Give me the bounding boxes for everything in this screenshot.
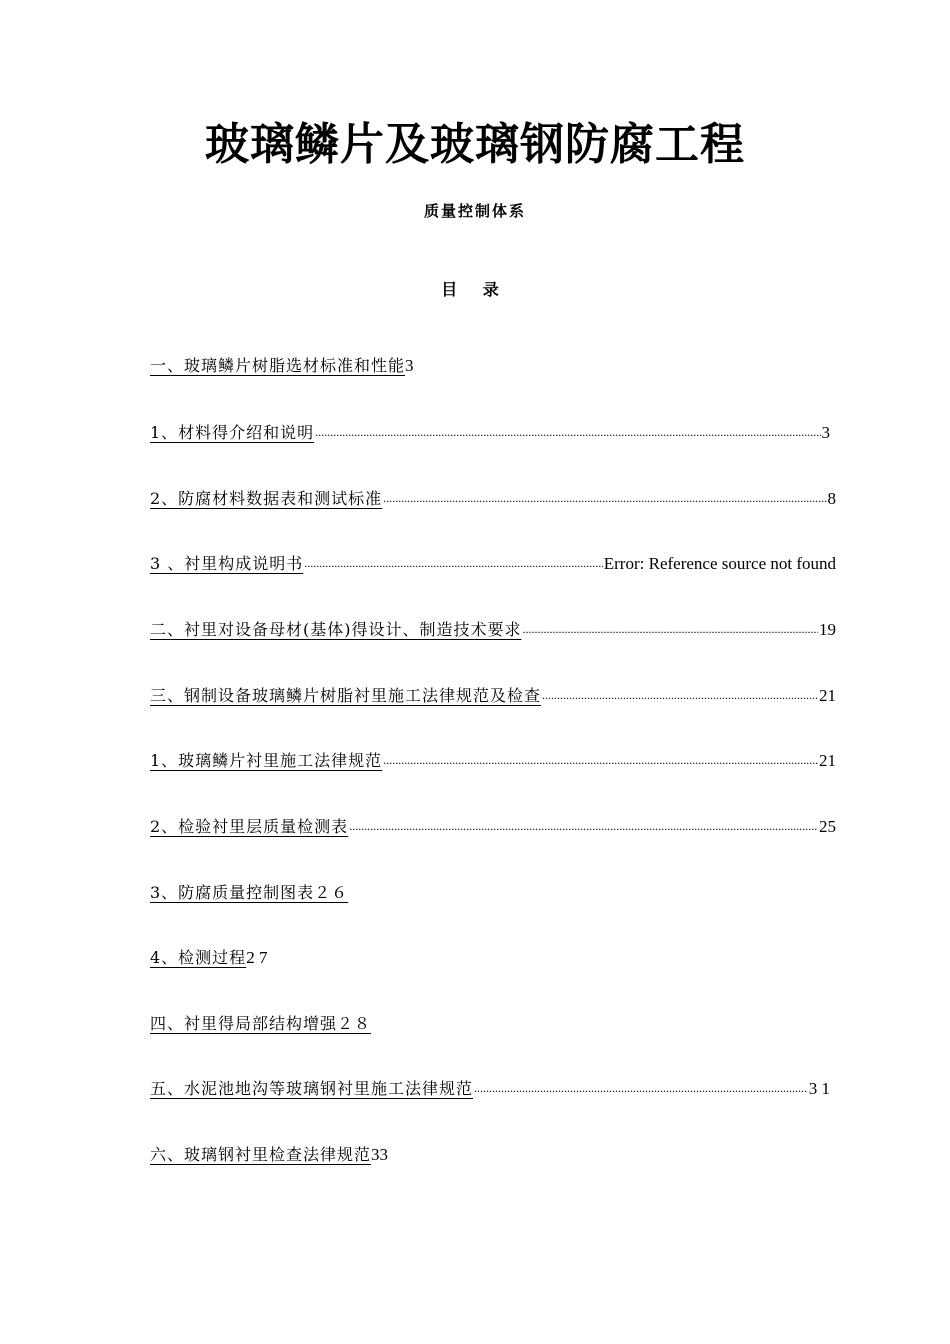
toc-entry[interactable] (150, 419, 836, 443)
toc-entry[interactable] (150, 682, 836, 706)
toc-entry-page: 21 (819, 751, 836, 770)
toc-entry[interactable] (150, 550, 836, 574)
toc-entry[interactable] (150, 1075, 836, 1099)
toc-entry-label[interactable]: 五、水泥池地沟等玻璃钢衬里施工法律规范 (150, 1079, 474, 1098)
toc-entry-label[interactable]: 2、防腐材料数据表和测试标准 (150, 489, 383, 508)
toc-entry-label[interactable]: 2、检验衬里层质量检测表 (150, 817, 349, 836)
toc-entry-page: 3 (405, 356, 414, 375)
toc-entry[interactable] (150, 616, 836, 640)
toc-entry[interactable] (150, 1010, 371, 1034)
toc-entry-page: 19 (819, 620, 836, 639)
document-subtitle: 质量控制体系 (423, 202, 526, 220)
toc-leader-dots (523, 621, 819, 637)
toc-entry-page: 3 1 (808, 1079, 830, 1098)
toc-entry-label[interactable]: 1、玻璃鳞片衬里施工法律规范 (150, 751, 383, 770)
toc-entry-page: 3 (821, 423, 830, 442)
toc-entry-page: Error: Reference source not found (603, 554, 836, 573)
toc-entry[interactable] (150, 879, 348, 903)
toc-leader-dots (383, 752, 818, 768)
toc-entry[interactable] (150, 485, 836, 509)
toc-entry-label[interactable]: 三、钢制设备玻璃鳞片树脂衬里施工法律规范及检查 (150, 686, 542, 705)
toc-entry-label[interactable]: 3、防腐质量控制图表２６ (150, 883, 349, 902)
toc-entry-label[interactable]: 3 、衬里构成说明书 (150, 554, 304, 573)
toc-entry-label[interactable]: 六、玻璃钢衬里检查法律规范 (150, 1145, 372, 1164)
toc-entry-page: 8 (827, 489, 836, 508)
toc-entry[interactable] (150, 813, 836, 837)
toc-entry[interactable] (150, 1141, 388, 1165)
toc-leader-dots (349, 818, 818, 834)
document-title: 玻璃鳞片及玻璃钢防腐工程 (205, 119, 745, 170)
toc-leader-dots (542, 687, 818, 703)
toc-entry-label[interactable]: 四、衬里得局部结构增强２８ (150, 1014, 372, 1033)
toc-entry-label[interactable]: 1、材料得介绍和说明 (150, 423, 315, 442)
toc-leader-dots (474, 1080, 808, 1096)
toc-leader-dots (315, 424, 820, 440)
toc-entry-label[interactable]: 4、检测过程 (150, 948, 247, 967)
toc-entry-label[interactable]: 二、衬里对设备母材(基体)得设计、制造技术要求 (150, 620, 522, 639)
toc-entry[interactable] (150, 352, 414, 376)
toc-entry-label[interactable]: 一、玻璃鳞片树脂选材标准和性能 (150, 356, 406, 375)
toc-leader-dots (304, 555, 602, 571)
toc-heading: 目 录 (441, 280, 509, 299)
toc-entry-page: 25 (819, 817, 836, 836)
toc-entry[interactable] (150, 747, 836, 771)
toc-entry-page: 21 (819, 686, 836, 705)
toc-entry-page: 33 (371, 1145, 389, 1164)
toc-entry-page: 2 7 (246, 948, 268, 967)
toc-leader-dots (383, 490, 826, 506)
toc-entry[interactable] (150, 944, 267, 968)
